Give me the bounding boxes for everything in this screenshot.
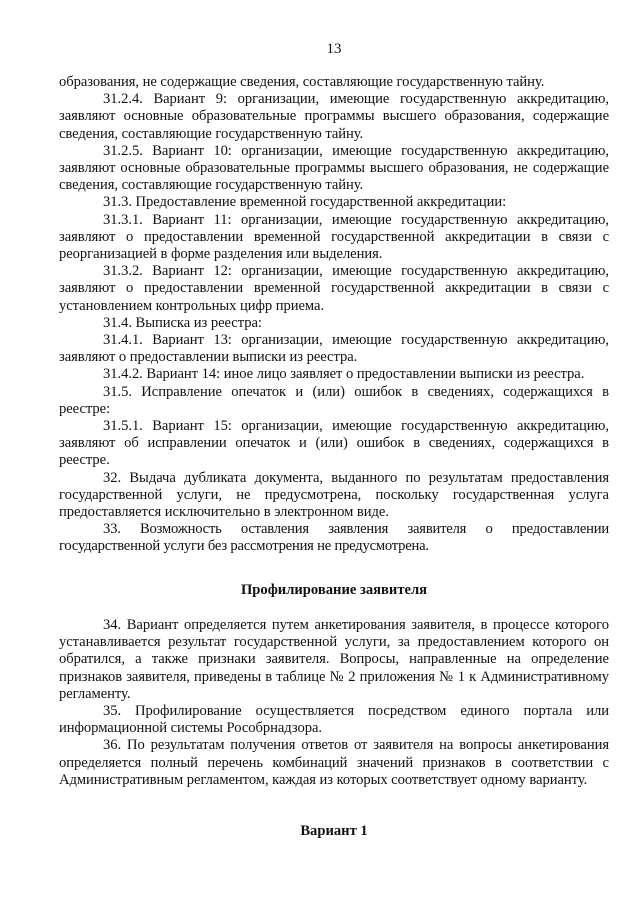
paragraph-31-4-1: 31.4.1. Вариант 13: организации, имеющие государственную аккредитацию, заявляют о предоставлении выписки из реестра. [59, 332, 609, 366]
document-page [59, 0, 609, 918]
spacer [59, 789, 609, 823]
paragraph-continuation: образования, не содержащие сведения, составляющие государственную тайну. [59, 74, 545, 90]
paragraph-34: 34. Вариант определяется путем анкетирования заявителя, в процессе которого устанавливается результат государственной услуги, за предоставлением которого он обратился, а также признаки заявителя. Вопросы, направленные на определение признаков заявителя, приведены в таблице № 2 приложения № 1 к Административному регламенту. [59, 616, 609, 702]
paragraph-31-3: 31.3. Предоставление временной государственной аккредитации: [103, 194, 507, 211]
paragraph-31-3-2: 31.3.2. Вариант 12: организации, имеющие государственную аккредитацию, заявляют о предоставлении временной государственной аккредитации в связи с установлением контрольных цифр приема. [59, 263, 609, 314]
spacer [59, 599, 609, 617]
paragraph-32: 32. Выдача дубликата документа, выданного по результатам предоставления государственной услуги, не предусмотрена, поскольку государственная услуга предоставляется исключительно в электронном виде. [59, 469, 609, 521]
paragraph-31-3-1: 31.3.1. Вариант 11: организации, имеющие государственную аккредитацию, заявляют о предоставлении временной государственной аккредитации в связи с реорганизацией в форме разделения или выделения. [59, 211, 609, 263]
paragraph-31-2-5: 31.2.5. Вариант 10: организации, имеющие государственную аккредитацию, заявляют основные образовательные программы высшего образования, не содержащие сведения, составляющие государственную тайну. [59, 142, 609, 194]
section-heading-profiling: Профилирование заявителя [240, 581, 428, 598]
document-body [59, 74, 609, 840]
section-heading-variant-1: Вариант 1 [300, 822, 368, 839]
paragraph-33: 33. Возможность оставления заявления заявителя о предоставлении государственной услуги без рассмотрения не предусмотрена. [59, 521, 609, 555]
paragraph-31-4-2: 31.4.2. Вариант 14: иное лицо заявляет о предоставлении выписки из реестра. [103, 366, 585, 383]
page-number: 13 [326, 41, 342, 57]
paragraph-31-2-4: 31.2.4. Вариант 9: организации, имеющие государственную аккредитацию, заявляют основные образовательные программы высшего образования, содержащие сведения, составляющие государственную тайну. [59, 91, 609, 142]
paragraph-36: 36. По результатам получения ответов от заявителя на вопросы анкетирования определяется полный перечень комбинаций значений признаков в соответствии с Административным регламентом, каждая из которых соответствует одному варианту. [59, 737, 609, 788]
paragraph-31-5-1: 31.5.1. Вариант 15: организации, имеющие государственную аккредитацию, заявляют об исправлении опечаток и (или) ошибок в сведениях, содержащихся в реестре. [59, 418, 609, 469]
spacer [59, 556, 609, 582]
paragraph-31-5: 31.5. Исправление опечаток и (или) ошибок в сведениях, содержащихся в реестре: [59, 383, 609, 417]
paragraph-31-4: 31.4. Выписка из реестра: [103, 314, 262, 331]
paragraph-35: 35. Профилирование осуществляется посредством единого портала или информационной системы Рособрнадзора. [59, 702, 609, 737]
